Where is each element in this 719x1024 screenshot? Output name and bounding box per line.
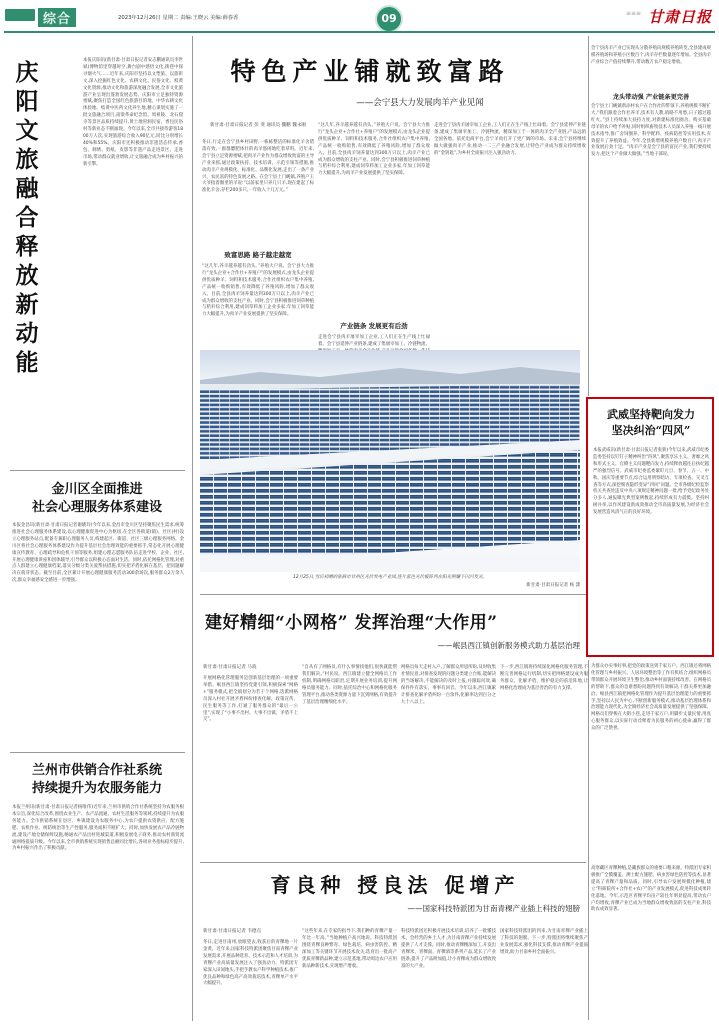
wuwei-title-1: 武威坚持靶向发力	[607, 408, 695, 421]
solar-panels-image	[200, 350, 580, 572]
lead-body-1b: “这几年,养羊越养越有劲头。”养殖大户说。会宁县大力推行“龙头企业+合作社+养殖户”的发展模式,由龙头企业提供优质种羊、饲料和技术服务,合作社组织农户集中养殖,产品统一收购销售,有效降低了养殖风险,增加了群众收入。目前,全县肉羊饲养量达到300万只以上,肉羊产业已成为群众增收的支柱产业。同时,会宁县积极推进饲草种植与秸秆综合利用,建成饲草料加工企业多家,年加工饲草能力大幅提升,为肉羊产业发展提供了坚实保障。	[202, 264, 314, 318]
bottom-title: 育良种 授良法 促增产	[270, 873, 520, 897]
title-line: 释放	[15, 233, 39, 289]
wuwei-title-2: 坚决纠治“四风”	[611, 424, 691, 437]
mid-body-2: “自从有了网格员,有什么事情找他们,很快就能帮我们解决。”村民说。西江镇建立健全网格员工作机制,明确网格员职责,定期开展业务培训,提升网格员服务能力。同时,依托综治中心和网格化服务管理平台,推动各类资源力量下沉到网格,有效提升了基层治理精细化水平。	[302, 665, 397, 705]
lead-subhead-1: 致富思路 路子越走越宽	[224, 251, 292, 259]
title-line: 融合	[15, 175, 39, 231]
column-divider	[588, 36, 589, 396]
bottom-body-3: 科技特派团还积极开展技术培训,培养了一批懂技术、会经营的乡土人才,为甘南青稞产业持续发展提供了人才支撑。同时,推动青稞精深加工,开发出青稞米、青稞面、青稞酒等系列产品,延长了产业链条,提升了产品附加值,让小青稞成为群众增收致富的大产业。	[401, 929, 496, 969]
jinchuan-title-2: 社会心理服务体系建设	[31, 500, 162, 515]
left-feature-title	[14, 58, 40, 377]
title-line: 新动	[15, 291, 39, 347]
title-line: 庆阳	[15, 59, 39, 115]
section-label-text: 综合	[38, 8, 76, 27]
date-line: 2023年12月26日 星期二 责编:王晓云 美编:薛春香	[118, 15, 239, 21]
bottom-subtitle: ——国家科技特派团为甘南青稞产业插上科技的翅膀	[407, 904, 580, 913]
header-mark: ≡≡≡	[626, 10, 642, 17]
top-right-body: 会宁县肉羊产业已实现从分散养殖向规模养殖转变,全县建成规模养殖场和养殖小区数百个,肉羊存栏数量逐年增加。全县肉羊产业综合产值持续攀升,带动数万农户稳定增收。	[591, 46, 711, 65]
wuwei-body: 本报武威讯(新甘肃·甘肃日报记者张新)今年以来,武威市纪委监委坚持以钉钉子精神纠治“四风”,聚焦享乐主义、奢靡之风和形式主义、官僚主义问题靶向发力,持续释放越往后执纪越严的强烈信号。武威市纪委监委紧盯元旦、春节、五一、中秋、国庆等重要节点,综合运用明察暗访、专项检查、交叉互查等方式,深挖细查隐形变异“四风”问题。全市各级纪检监察机关共查处违反中央八项规定精神问题一批,给予党纪政务处分多人,通报曝光典型案例数起,持续形成有力震慑。坚持纠树并举,以作风建设新成效推动全市高质量发展,为经济社会发展营造风清气正的良好环境。	[593, 448, 709, 516]
top-right-body-2: 会宁县土门岘镇新添村农户在合作社的带领下,养殖规模不断扩大,“我们跟着合作社养羊,技术有人教,销路不用愁,日子越过越红火。”县上持续加大扶持力度,对新建标准化圈舍、购买基础母羊的农户给予补贴,同时组织畜牧技术人员深入养殖一线开展技术指导,推广舍饲圈养、科学配料、疫病防控等实用技术,有效提升了养殖效益。今年,全县新增规模养殖户数百户,肉羊产业发展后劲十足。“肉羊产业是会宁县的富民产业,我们要持续发力,把这个产业做大做强。”当地干部说。	[591, 104, 711, 158]
left-feature-body: 本报庆阳讯(新甘肃·甘肃日报记者安志鹏通讯员李世斌)博物馆里穿越时空,舞台剧中感悟文化,街巷中探寻烟火气……近年来,庆阳市坚持以文塑旅、以旅彰文,深入挖掘红色文化、农耕文化、民俗文化、岐黄文化资源,推动文化和旅游深度融合发展,全市文化旅游产业呈现出蓬勃发展态势。庆阳市立足独特资源禀赋,聚焦打造全国红色旅游目的地、中华农耕文化体验地、岐黄中医药文化养生地,精心谋划实施了一批文旅融合项目,南梁革命纪念馆、周祖陵、北石窟寺等景区品质持续提升,黄土地窑洞民宿、香包民俗村等新业态不断涌现。今年以来,全市共接待游客1800万人次,实现旅游综合收入90亿元,同比分别增长40%和55%。庆阳市还积极推动非遗活态传承,香包、刺绣、剪纸、皮影等非遗产品走进景区、走进市场,带动群众就业增收,让文旅融合成为乡村振兴的新引擎。	[83, 58, 183, 167]
column-divider	[192, 36, 193, 1021]
mid-right-body: 为群众办实事好事,把党的政策送到千家万户。西江镇还将网格化管理与乡村振兴、人居环境整治等工作有机结合,组织网格员带领群众开展环境卫生整治,推动乡村面貌持续改善。在网格员的帮助下,群众的急难愁盼问题得到有效解决,干群关系更加融洽。岷县西江镇把网格化管理作为提升基层治理能力的重要抓手,坚持以人民为中心,不断创新服务模式,推动基层治理体系和治理能力现代化,为全镇经济社会高质量发展提供了坚强保障。网格员们穿梭在大街小巷,走进千家万户,用脚步丈量民情,用真心服务群众,以实际行动诠释着为民服务的初心使命,赢得了群众的广泛赞誉。	[591, 664, 711, 732]
mid-subtitle: ——岷县西江镇创新服务模式助力基层治理	[437, 641, 580, 650]
lanzhou-body: 本报兰州讯(新甘肃·甘肃日报记者杨唯伟)近年来,兰州市供销合作社系统坚持为农服务根本宗旨,深化综合改革,围绕农业生产、农产品流通、农村生活服务等领域,持续提升为农服务能力。全市供销系统在县区、乡镇建设为农服务中心,为农户提供农资供应、配方施肥、农机作业、统防统治等生产性服务,服务面积不断扩大。同时,加快发展农产品冷链物流,建设产地仓储保鲜设施,畅通农产品出村进城渠道,积极发展电子商务,推动农村商贸流通网络提质升级。今年以来,全市供销系统实现销售总额同比增长,各项业务指标稳步提升,为乡村振兴作出了积极贡献。	[12, 805, 184, 852]
divider	[200, 862, 586, 863]
lead-body-1: 冬日,行走在会宁县乡村田野,一栋栋整洁的标准化羊舍错落有致,一群群膘肥体壮的肉羊悠闲地吃着草料。近年来,会宁县立足资源禀赋,把肉羊产业作为群众增收致富的主导产业来抓,通过政策扶持、技术培训、示范引领等措施,推动肉羊产业规模化、标准化、品牌化发展,走出了一条产业兴、农民富的特色发展之路。在会宁县土门岘镇,养殖户王大爷指着圈里的羊说:“以前家里只养几只羊,现在建起了标准化羊舍,存栏200多只,一年收入十几万元。”	[202, 140, 314, 194]
page-number: 09	[381, 12, 397, 25]
mid-title: 建好精细“小网格” 发挥治理“大作用”	[205, 613, 498, 633]
lead-subhead-2: 产业链条 发展更有后劲	[340, 322, 408, 330]
mid-body-4: 下一步,西江镇将持续深化网格化服务管理,不断完善网格运行机制,切实把网格建设成为服务群众、化解矛盾、维护稳定的前沿阵地,让网格化治理成为基层善治的有力支撑。	[500, 665, 588, 691]
title-line: 能	[15, 349, 39, 376]
jinchuan-title-1: 金川区全面推进	[51, 482, 143, 497]
title-line: 文旅	[15, 117, 39, 173]
photo-credit: 新甘肃·甘肃日报记者 杨 潇	[526, 583, 580, 588]
divider	[200, 594, 586, 595]
solar-farm-photo	[200, 350, 580, 572]
lead-body-3: 走进会宁县肉羊屠宰加工企业,工人们正在生产线上忙碌着。会宁县延伸产业链条,建成了集屠宰加工、冷链物流、精深加工于一体的肉羊全产业链,产品远销全国各地。依托电商平台,会宁羊肉打开了更广阔的市场。未来,会宁县将继续做大做强肉羊产业,推动一二三产业融合发展,让特色产业成为群众持续增收的“金钥匙”,为乡村全面振兴注入强劲动力。	[434, 123, 586, 156]
lead-body-2: “这几年,养羊越养越有劲头。”养殖大户说。会宁县大力推行“龙头企业+合作社+养殖户”的发展模式,由龙头企业提供优质种羊、饲料和技术服务,合作社组织农户集中养殖,产品统一收购销售,有效降低了养殖风险,增加了群众收入。目前,全县肉羊饲养量达到300万只以上,肉羊产业已成为群众增收的支柱产业。同时,会宁县积极推进饲草种植与秸秆综合利用,建成饲草料加工企业多家,年加工饲草能力大幅提升,为肉羊产业发展提供了坚实保障。	[318, 123, 430, 177]
bottom-right-body: 高寒藏区青稞种植,是藏族群众的重要口粮来源。特派团专家积极推广全膜覆盖、测土配方施肥、病虫害绿色防控等技术,显著提高了青稞产量和品质。同时,引导农户发展规模化种植,建立“科研院所+合作社+农户”的产业发展模式,促进科技成果转化落地。今年,示范区青稞平均亩产较往年明显提高,带动农户户均增收,青稞产业已成为当地群众增收致富的支柱产业,科技助农成效显著。	[591, 866, 711, 913]
mid-body-3: 网格员每天走村入户,了解群众所思所盼,及时收集社情民意,对排查发现的问题分类建立台账,能解决的当场解决,不能解决的及时上报,并跟踪问效,确保件件有落实、事事有回音。今年以来,西江镇累计排查化解矛盾纠纷一百余件,化解率达到百分之九十八以上。	[401, 665, 496, 705]
mid-body-1: 开展网格化管理服务是创新基层治理的一项重要举措。岷县西江镇坚持党建引领,积极探索“网格+”服务模式,把全镇划分为若干个网格,选派网格员深入村社开展矛盾纠纷排查化解、政策宣传、民生服务等工作,打通了服务群众的“最后一公里”,实现了“小事不出村、大事不出镇、矛盾不上交”。	[203, 676, 298, 723]
divider	[10, 752, 185, 753]
lead-body-2b: 走进会宁县肉羊屠宰加工企业,工人们正在生产线上忙碌着。会宁县延伸产业链条,建成了集屠宰加工、冷链物流、	[318, 335, 430, 347]
section-label	[5, 9, 35, 21]
page-number-badge	[375, 5, 403, 33]
top-right-subhead: 龙头带动强 产业链条更完善	[612, 94, 690, 101]
photo-caption: 12月25日,雪后初晴的张掖市甘州区光伏发电产业园,连片蓝色光伏板阵列在阳光照耀下闪闪发光。	[292, 575, 488, 580]
bottom-body-1: 冬日,走进甘南州,放眼望去,收获后的青稞地一片金黄。近年来,国家科技特派团聚焦甘南青稞产业发展需求,开展品种选育、技术示范和人才培训,为青稞产业高质量发展注入了强劲动力。特派团专家深入田间地头,手把手教农户科学种植技术,推广优良品种和绿色高产高效栽培技术,青稞单产水平大幅提升。	[203, 940, 298, 987]
lanzhou-title-1: 兰州市供销合作社系统	[31, 763, 162, 778]
column-divider	[588, 660, 589, 1020]
bottom-byline: 新甘肃·甘肃日报记者 韦德点	[203, 929, 262, 934]
header-rule	[4, 31, 715, 33]
lead-byline: 新甘肃·甘肃日报记者 彭 斐 通讯员 魏鹏 魏永刚	[209, 123, 307, 128]
divider	[10, 470, 185, 471]
lead-title: 特色产业铺就致富路	[230, 57, 510, 86]
lanzhou-title-2: 持续提升为农服务能力	[31, 781, 162, 796]
mid-byline: 新甘肃·甘肃日报记者 马骁	[203, 665, 257, 670]
masthead-logo: 甘肃日报	[648, 8, 713, 26]
jinchuan-body: 本报金昌讯(新甘肃·甘肃日报记者谢晓玲)今年以来,金昌市金川区坚持聚焦民生需求,统筹推进社会心理服务体系建设,以心理健康促进中心为枢纽,在全区各街道(镇)、社区(村)设立心理服务站点,配备专兼职心理服务人员,构建起区、街道、社区三级心理服务网络。金川区将社会心理服务体系建设作为提升基层社会治理效能的重要抓手,常态化开展心理健康宣传教育、心理疏导和危机干预等服务,组建心理志愿服务队伍走进学校、企业、社区,开展心理健康讲座和团体辅导,引导群众以积极心态面对生活。同时,依托网格化管理,对重点人群建立心理健康档案,落实分级分类关爱帮扶措施,切实把矛盾化解在基层、把问题解决在萌芽状态。截至目前,全区累计开展心理健康服务活动300余场次,服务群众2万余人次,群众幸福感安全感进一步增强。	[12, 523, 184, 584]
bottom-body-4: 国家科技特派团的到来,为甘南青稞产业插上了科技的翅膀。下一步,特派团将继续聚焦产业发展需求,强化科技支撑,推动青稞产业提质增效,助力甘南乡村全面振兴。	[500, 929, 588, 955]
lead-subtitle: ——会宁县大力发展肉羊产业见闻	[356, 98, 484, 108]
bottom-body-2: “这些年来,在专家的指导下,我们种的青稞产量一年比一年高。”当地种植户高兴地说。科技特派团围绕青稞良种繁育、绿色栽培、病虫害防控、精深加工等关键环节开展技术攻关,选育出一批高产优质青稞新品种,建立示范基地,带动周边农户应用新品种新技术,实现增产增收。	[302, 929, 397, 969]
